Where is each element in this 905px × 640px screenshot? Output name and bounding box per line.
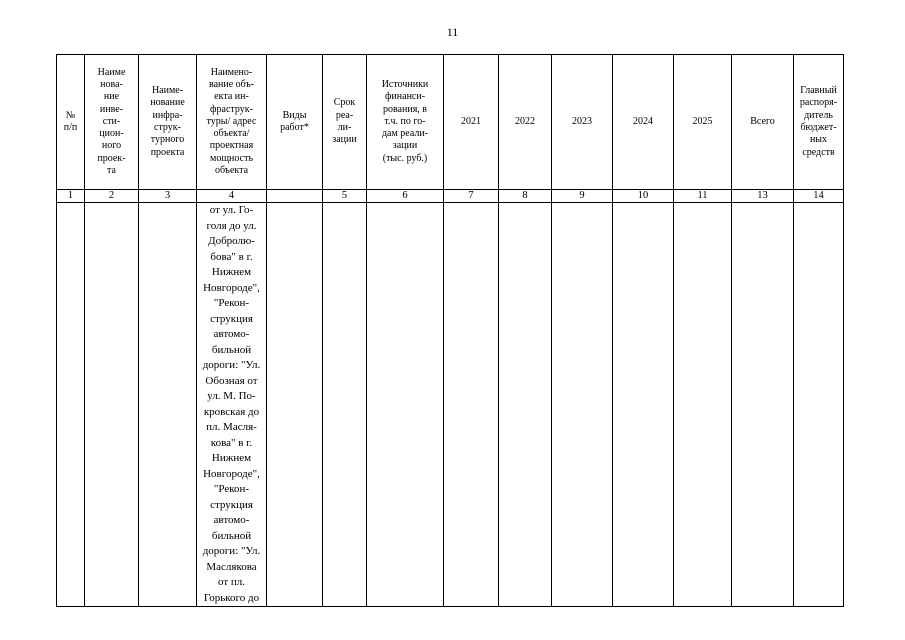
table-cell-empty	[613, 203, 674, 607]
column-number-cell: 3	[139, 190, 197, 203]
header-cell-2023	[552, 55, 613, 190]
header-cell-object-name	[197, 55, 267, 190]
header-label: Источники финанси- рования, в т.ч. по го- дам реали- зации (тыс. руб.)	[381, 78, 429, 164]
header-label: № п/п	[63, 109, 78, 133]
header-cell-term	[323, 55, 367, 190]
table-cell-empty	[499, 203, 552, 607]
header-label: Срок реа- ли- зации	[332, 97, 357, 146]
header-label: Всего	[750, 115, 775, 127]
header-label: Главный распоря- дитель бюджет- ных средств	[799, 85, 838, 158]
header-cell-number	[57, 55, 85, 190]
column-number-cell: 2	[85, 190, 139, 203]
column-number-cell: 7	[444, 190, 499, 203]
column-number-cell: 14	[794, 190, 844, 203]
column-number-cell: 4	[197, 190, 267, 203]
column-number-cell: 13	[732, 190, 794, 203]
column-number-cell	[267, 190, 323, 203]
header-label: 2025	[692, 115, 713, 127]
header-cell-2025	[674, 55, 732, 190]
table-cell-empty	[85, 203, 139, 607]
column-number-cell: 8	[499, 190, 552, 203]
header-row	[57, 55, 844, 190]
table-cell-empty	[367, 203, 444, 607]
header-label: 2023	[572, 115, 592, 127]
page-number: 11	[446, 25, 459, 39]
header-label: 2024	[633, 115, 653, 127]
table-cell-empty	[323, 203, 367, 607]
column-number-cell: 5	[323, 190, 367, 203]
header-cell-funding-sources	[367, 55, 444, 190]
header-label: 2022	[515, 115, 535, 127]
header-cell-investment-project	[85, 55, 139, 190]
column-number-cell: 6	[367, 190, 444, 203]
object-description: от ул. Го- голя до ул. Добролю- бова" в г. Нижнем Новгороде", "Рекон- струкция автомо- бильной дороги: "Ул. Обозная от ул. М. По- кровская до пл. Масля- кова" в г. Нижнем Новгороде", "Рекон- струкция автомо- бильной дороги: "Ул. Маслякова от пл. Горького до	[202, 204, 261, 604]
header-label: Наиме нова- ние инве- сти- цион- ного проек- та	[97, 66, 126, 177]
table-cell-empty	[674, 203, 732, 607]
header-cell-total	[732, 55, 794, 190]
table-cell-empty	[139, 203, 197, 607]
header-cell-infrastructure-project	[139, 55, 197, 190]
table-cell-object	[197, 203, 267, 607]
table-cell-empty	[732, 203, 794, 607]
header-label: Наиме- нование инфра- струк- турного проекта	[150, 85, 185, 158]
header-cell-2022	[499, 55, 552, 190]
column-number-cell: 1	[57, 190, 85, 203]
investment-projects-table	[56, 54, 844, 607]
column-number-cell: 9	[552, 190, 613, 203]
header-cell-chief-manager	[794, 55, 844, 190]
table-row	[57, 203, 844, 607]
header-cell-work-types	[267, 55, 323, 190]
header-label: Виды работ*	[280, 109, 309, 133]
table-cell-empty	[267, 203, 323, 607]
column-number-row	[57, 190, 844, 203]
table-cell-empty	[552, 203, 613, 607]
header-cell-2024	[613, 55, 674, 190]
column-number-cell: 11	[674, 190, 732, 203]
column-number-cell: 10	[613, 190, 674, 203]
table-cell-empty	[794, 203, 844, 607]
header-label: Наимено- вание объ- екта ин- фраструк- туры/ адрес объекта/ проектная мощность объекта	[206, 66, 257, 177]
header-cell-2021	[444, 55, 499, 190]
header-label: 2021	[461, 115, 481, 127]
table-cell-empty	[444, 203, 499, 607]
table-cell-empty	[57, 203, 85, 607]
